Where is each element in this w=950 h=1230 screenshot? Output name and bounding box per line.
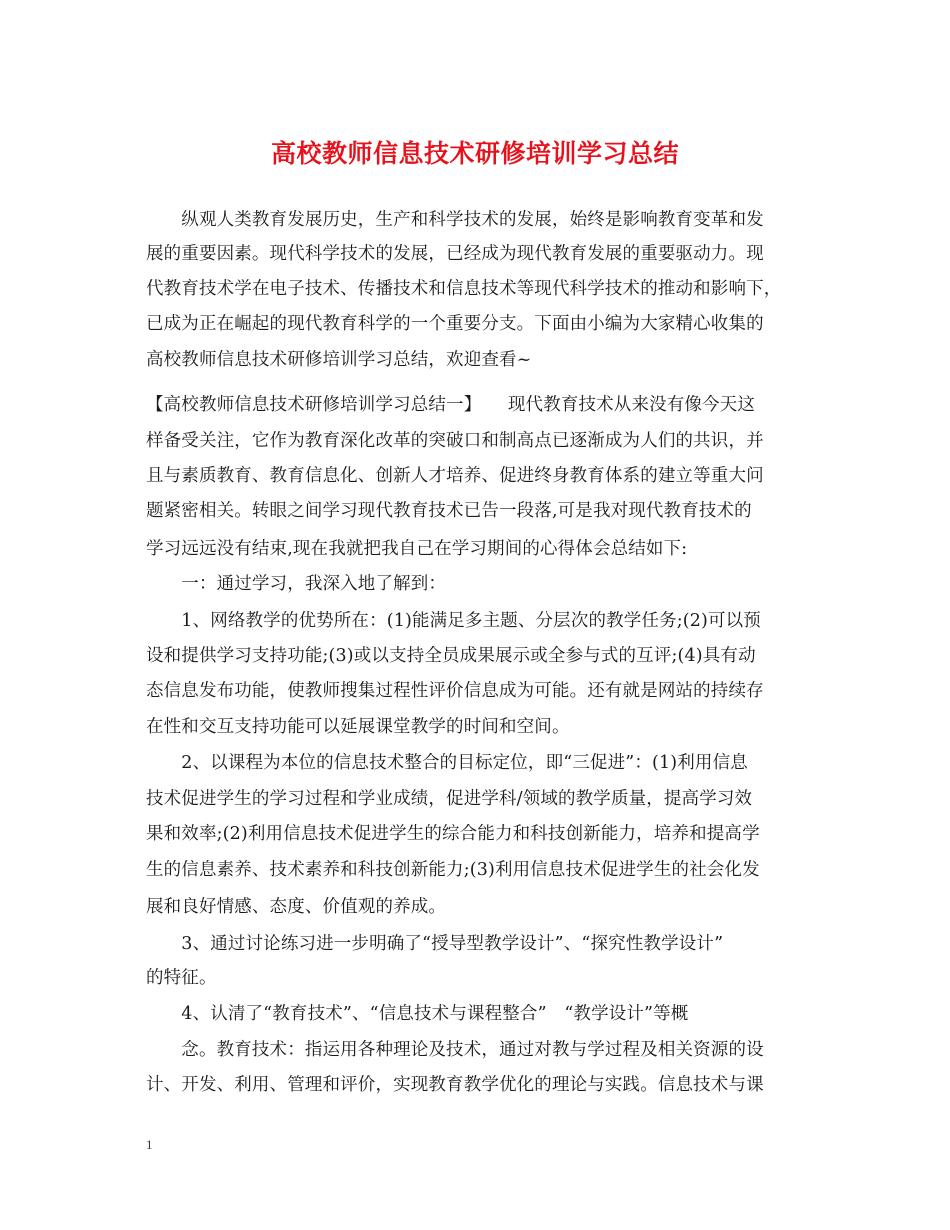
text-line: 代教育技术学在电子技术、传播技术和信息技术等现代科学技术的推动和影响下，	[146, 279, 782, 299]
text-line: 已成为正在崛起的现代教育科学的一个重要分支。下面由小编为大家精心收集的	[146, 314, 764, 334]
text-line: 且与素质教育、教育信息化、创新人才培养、促进终身教育体系的建立等重大问	[146, 466, 764, 486]
section-heading-line: 【高校教师信息技术研修培训学习总结一】 现代教育技术从来没有像今天这	[146, 395, 755, 415]
text-line: 题紧密相关。转眼之间学习现代教育技术已告一段落,可是我对现代教育技术的	[146, 501, 752, 521]
text-line: 技术促进学生的学习过程和学业成绩，促进学科/领域的教学质量，提高学习效	[146, 789, 753, 809]
page-number: 1	[146, 1137, 153, 1152]
text-line: 一：通过学习，我深入地了解到：	[146, 574, 447, 594]
text-line: 的特征。	[146, 968, 217, 988]
text-line: 学习远远没有结束,现在我就把我自己在学习期间的心得体会总结如下:	[146, 539, 688, 559]
text-line: 1、网络教学的优势所在：(1)能满足多主题、分层次的教学任务;(2)可以预	[146, 611, 761, 631]
document-title: 高校教师信息技术研修培训学习总结	[270, 139, 679, 168]
text-line: 高校教师信息技术研修培训学习总结，欢迎查看~	[146, 350, 532, 370]
text-line: 果和效率;(2)利用信息技术促进学生的综合能力和科技创新能力，培养和提高学	[146, 824, 760, 844]
text-line: 2、以课程为本位的信息技术整合的目标定位，即“三促进”：(1)利用信息	[146, 753, 748, 773]
text-line: 态信息发布功能，使教师搜集过程性评价信息成为可能。还有就是网站的持续存	[146, 681, 764, 701]
text-line: 生的信息素养、技术素养和科技创新能力;(3)利用信息技术促进学生的社会化发	[146, 860, 760, 880]
text-line: 计、开发、利用、管理和评价，实现教育教学优化的理论与实践。信息技术与课	[146, 1075, 764, 1095]
text-line: 设和提供学习支持功能;(3)或以支持全员成果展示或全参与式的互评;(4)具有动	[146, 646, 756, 666]
text-line: 4、认清了“教育技术”、“信息技术与课程整合” “教学设计”等概	[146, 1004, 689, 1024]
text-line: 样备受关注，它作为教育深化改革的突破口和制高点已逐渐成为人们的共识，并	[146, 431, 764, 451]
text-line: 展的重要因素。现代科学技术的发展，已经成为现代教育发展的重要驱动力。现	[146, 244, 764, 264]
text-line: 念。教育技术：指运用各种理论及技术，通过对教与学过程及相关资源的设	[146, 1040, 764, 1060]
text-line: 纵观人类教育发展历史，生产和科学技术的发展，始终是影响教育变革和发	[146, 210, 764, 230]
text-line: 在性和交互支持功能可以延展课堂教学的时间和空间。	[146, 717, 570, 737]
text-line: 展和良好情感、态度、价值观的养成。	[146, 897, 447, 917]
text-line: 3、通过讨论练习进一步明确了“授导型教学设计”、“探究性教学设计”	[146, 934, 724, 954]
